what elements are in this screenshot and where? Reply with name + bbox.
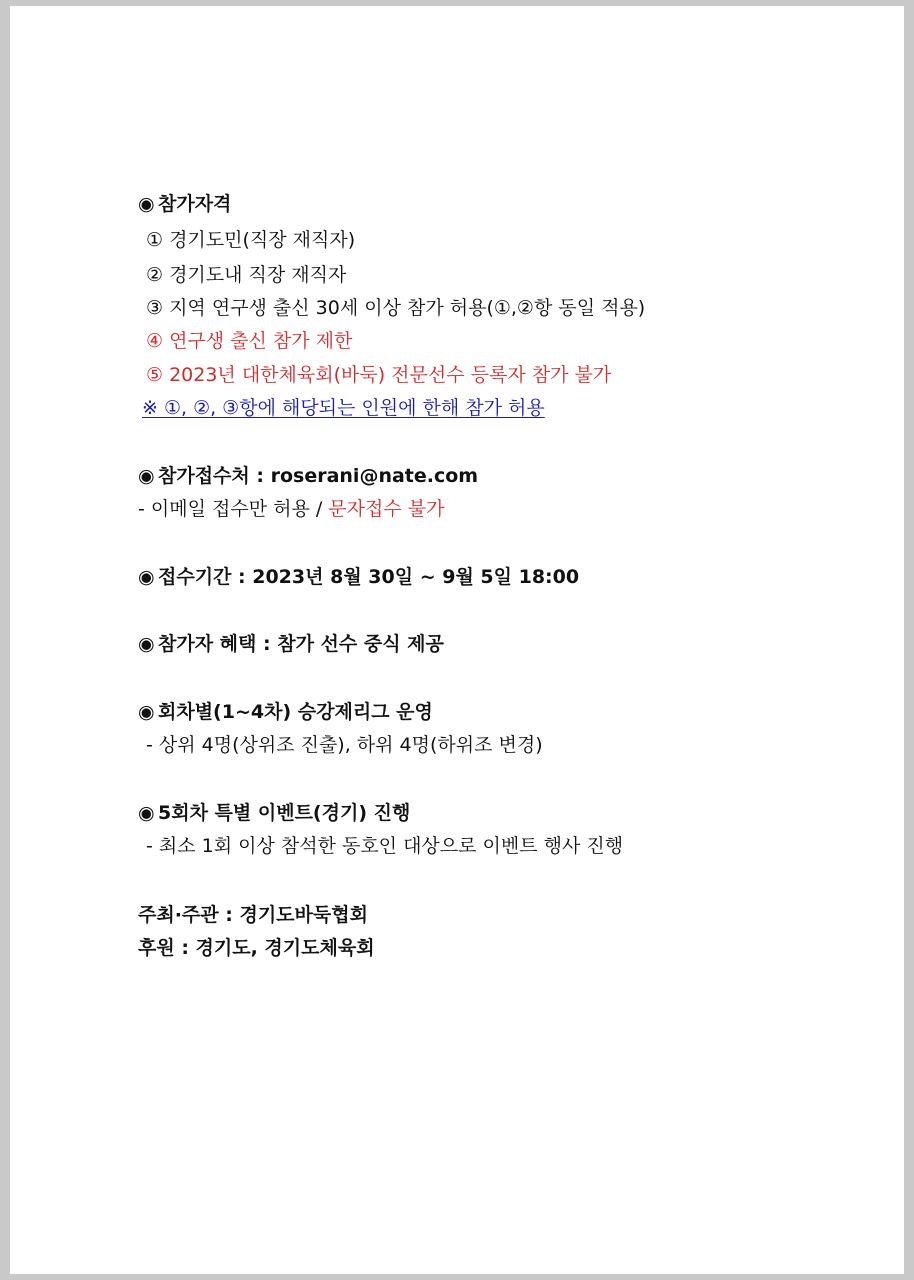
league-heading: ◉ 회차별(1~4차) 승강제리그 운영 [138,701,433,723]
qualification-item-1: ① 경기도민(직장 재직자) [146,229,356,251]
event-heading: ◉ 5회차 특별 이벤트(경기) 진행 [138,802,411,824]
bullet-icon: ◉ [138,566,155,588]
bullet-icon: ◉ [138,193,155,215]
bullet-icon: ◉ [138,633,155,655]
bullet-icon: ◉ [138,802,155,824]
event-detail: - 최소 1회 이상 참석한 동호인 대상으로 이벤트 행사 진행 [146,835,624,857]
qualification-item-2: ② 경기도내 직장 재직자 [146,264,347,286]
period-heading: ◉ 접수기간 : 2023년 8월 30일 ~ 9월 5일 18:00 [138,566,580,588]
qualification-heading: ◉ 참가자격 [138,193,232,215]
benefit-heading: ◉ 참가자 혜택 : 참가 선수 중식 제공 [138,633,444,655]
document-page [10,6,904,1274]
qualification-item-4: ④ 연구생 출신 참가 제한 [146,330,353,352]
bullet-icon: ◉ [138,701,155,723]
bullet-icon: ◉ [138,465,155,487]
qualification-item-5: ⑤ 2023년 대한체육회(바둑) 전문선수 등록자 참가 불가 [146,364,612,386]
league-detail: - 상위 4명(상위조 진출), 하위 4명(하위조 변경) [146,734,543,756]
reception-heading: ◉ 참가접수처 : roserani@nate.com [138,465,479,487]
sponsor-line: 후원 : 경기도, 경기도체육회 [138,937,375,959]
reception-detail: - 이메일 접수만 허용 / 문자접수 불가 [138,498,445,520]
host-line: 주최·주관 : 경기도바둑협회 [138,904,368,926]
qualification-note: ※ ①, ②, ③항에 해당되는 인원에 한해 참가 허용 [142,397,545,419]
qualification-item-3: ③ 지역 연구생 출신 30세 이상 참가 허용(①,②항 동일 적용) [146,297,646,319]
